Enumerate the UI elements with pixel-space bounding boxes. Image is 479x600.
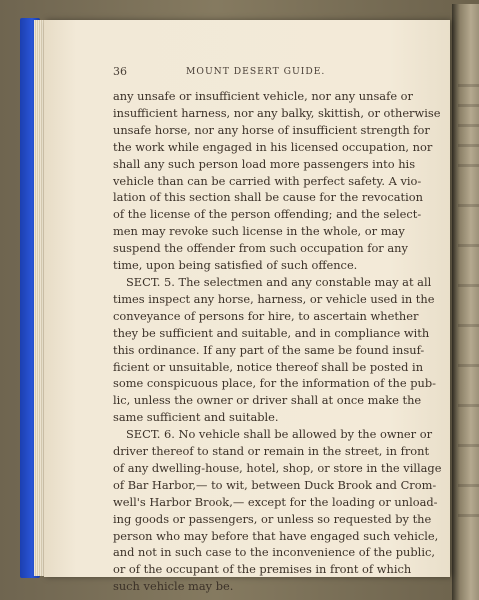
body-text bbox=[113, 88, 442, 595]
text-line: some conspicuous place, for the information of the pub- bbox=[113, 376, 436, 391]
text-line: of the license of the person offending; and the select- bbox=[113, 207, 422, 222]
text-line: SECT. 5. The selectmen and any constable may at all bbox=[126, 274, 432, 289]
text-line: conveyance of persons for hire, to ascertain whether bbox=[113, 308, 419, 323]
text-line: any unsafe or insufficient vehicle, nor any unsafe or bbox=[113, 89, 413, 103]
text-line: person who may before that have engaged such vehicle, bbox=[113, 528, 439, 543]
text-line: ficient or unsuitable, notice thereof shall be posted in bbox=[113, 359, 424, 374]
text-line: time, upon being satisfied of such offence. bbox=[113, 258, 358, 273]
text-line: driver thereof to stand or remain in the street, in front bbox=[113, 444, 430, 459]
text-line: ing goods or passengers, or unless so requested by the bbox=[113, 511, 432, 526]
page-header bbox=[44, 65, 450, 79]
text-line: insufficient harness, nor any balky, skittish, or otherwise bbox=[113, 105, 441, 120]
text-line: well's Harbor Brook,— except for the loading or unload- bbox=[113, 494, 438, 509]
facing-page-edge bbox=[452, 4, 479, 600]
text-line: or of the occupant of the premises in front of which bbox=[113, 562, 412, 577]
text-line: such vehicle may be. bbox=[113, 579, 234, 594]
text-line: unsafe horse, nor any horse of insufficient strength for bbox=[113, 122, 430, 137]
text-line: of Bar Harbor,— to wit, between Duck Brook and Crom- bbox=[113, 477, 437, 492]
text-line: times inspect any horse, harness, or vehicle used in the bbox=[113, 291, 435, 306]
text-line: the work while engaged in his licensed occupation, nor bbox=[113, 139, 433, 154]
page-number: 36 bbox=[113, 65, 127, 78]
running-title: MOUNT DESERT GUIDE. bbox=[186, 66, 326, 77]
text-line: lation of this section shall be cause for the revocation bbox=[113, 190, 423, 205]
text-line: suspend the offender from such occupation for any bbox=[113, 241, 408, 256]
text-line: this ordinance. If any part of the same be found insuf- bbox=[113, 342, 425, 357]
text-line: lic, unless the owner or driver shall at once make the bbox=[113, 393, 422, 408]
text-line: men may revoke such license in the whole, or may bbox=[113, 224, 405, 239]
text-line: vehicle than can be carried with perfect safety. A vio- bbox=[113, 173, 422, 188]
text-line: and not in such case to the inconvenience of the public, bbox=[113, 545, 435, 560]
book-page bbox=[44, 20, 450, 594]
text-line: same sufficient and suitable. bbox=[113, 410, 279, 425]
text-line: of any dwelling-house, hotel, shop, or store in the village bbox=[113, 460, 442, 475]
text-line: shall any such person load more passengers into his bbox=[113, 156, 416, 171]
text-line: they be sufficient and suitable, and in compliance with bbox=[113, 325, 430, 340]
text-line: SECT. 6. No vehicle shall be allowed by the owner or bbox=[126, 427, 433, 442]
